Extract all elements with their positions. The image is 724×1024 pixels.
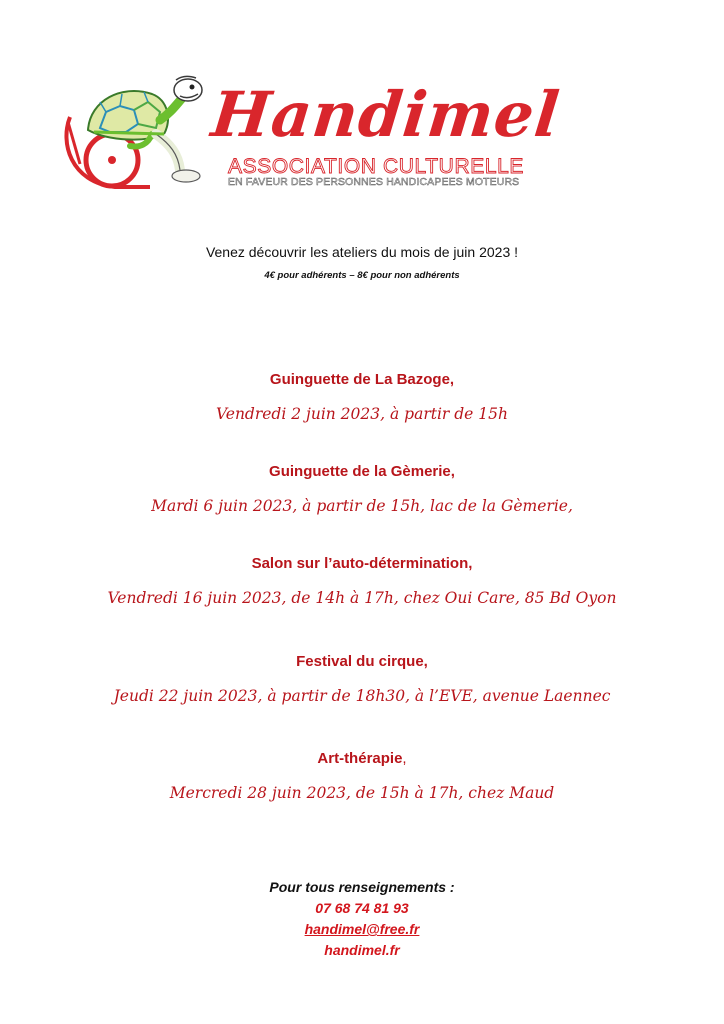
- intro-headline: Venez découvrir les ateliers du mois de juin 2023 !: [205, 244, 519, 260]
- event-details: Mardi 6 juin 2023, à partir de 15h, lac de la Gèmerie,: [151, 497, 573, 515]
- event-title: Guinguette de la Gèmerie,: [269, 463, 455, 480]
- logo-subtitle: ASSOCIATION CULTURELLE: [228, 155, 524, 178]
- logo-tagline: EN FAVEUR DES PERSONNES HANDICAPEES MOTEURS: [228, 177, 520, 188]
- event-item: [0, 652, 724, 706]
- event-title: Guinguette de La Bazoge,: [269, 371, 455, 388]
- contact-block: [0, 877, 724, 961]
- event-title-text: Art-thérapie: [317, 750, 403, 767]
- contact-heading: Pour tous renseignements :: [269, 879, 455, 895]
- event-title: Festival du cirque,: [296, 653, 428, 670]
- event-item: [0, 554, 724, 608]
- logo-title: Handimel: [208, 78, 564, 151]
- event-title-suffix: ,: [402, 750, 407, 767]
- event-details: Vendredi 16 juin 2023, de 14h à 17h, chez Oui Care, 85 Bd Oyon: [107, 589, 617, 607]
- contact-website-link[interactable]: handimel.fr: [324, 942, 400, 958]
- handimel-logo: [60, 72, 620, 192]
- event-details: Mercredi 28 juin 2023, de 15h à 17h, chez Maud: [169, 784, 555, 802]
- event-item: [0, 370, 724, 424]
- event-details: Vendredi 2 juin 2023, à partir de 15h: [216, 405, 508, 423]
- turtle-wheelchair-icon: [60, 72, 210, 192]
- event-title: Salon sur l’auto-détermination,: [251, 555, 473, 572]
- contact-phone[interactable]: 07 68 74 81 93: [315, 900, 409, 916]
- event-item: [0, 749, 724, 803]
- price-info: 4€ pour adhérents – 8€ pour non adhérents: [264, 270, 460, 281]
- event-item: [0, 462, 724, 516]
- event-title: [0, 749, 724, 769]
- event-details: Jeudi 22 juin 2023, à partir de 18h30, à l’EVE, avenue Laennec: [113, 687, 611, 705]
- contact-email-link[interactable]: handimel@free.fr: [304, 921, 420, 937]
